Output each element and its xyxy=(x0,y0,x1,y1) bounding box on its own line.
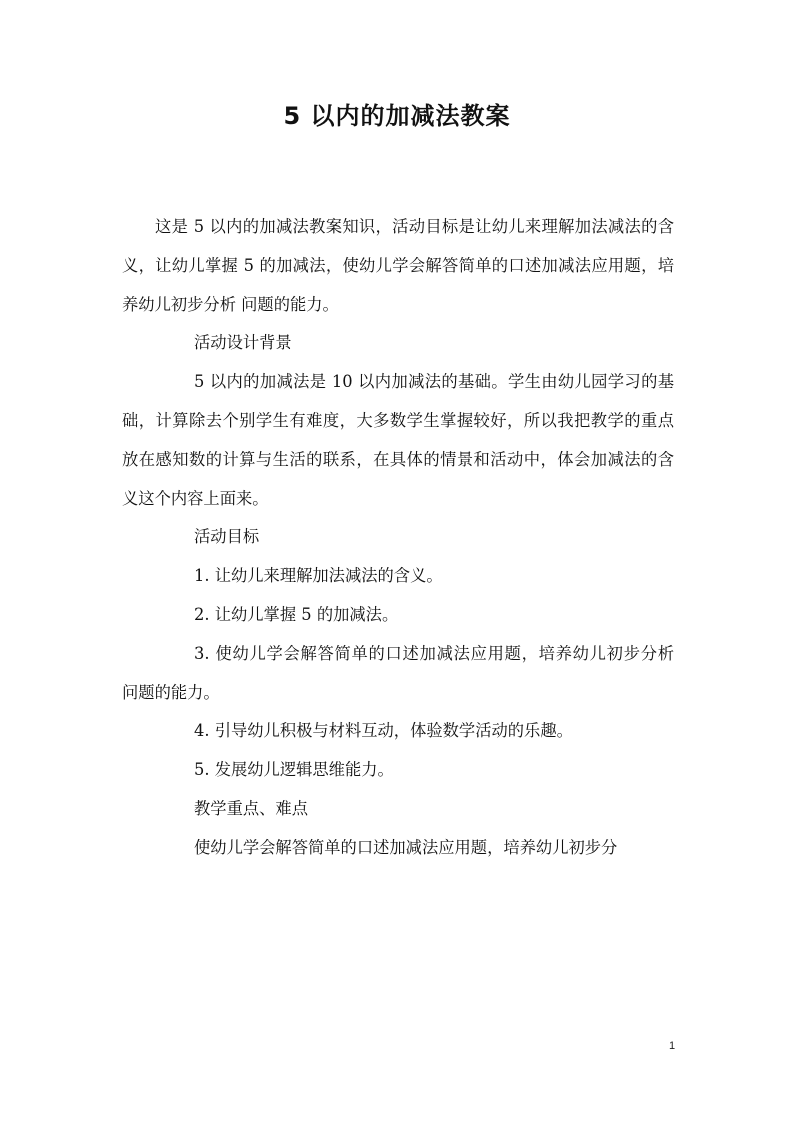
key-points-paragraph: 使幼儿学会解答简单的口述加减法应用题，培养幼儿初步分 xyxy=(194,837,618,857)
goal-item-4: 4. 引导幼儿积极与材料互动，体验数学活动的乐趣。 xyxy=(194,721,573,741)
goal-item-2: 2. 让幼儿掌握 5 的加减法。 xyxy=(194,604,399,624)
background-paragraph: 5 以内的加减法是 10 以内加减法的基础。学生由幼儿园学习的基础，计算除去个别学生有难度，大多数学生掌握较好，所以我把教学的重点放在感知数的计算与生活的联系，在具体的情景和活动中，体会加减法的含义这个内容上面来。 xyxy=(122,372,674,508)
section-heading-background: 活动设计背景 xyxy=(194,333,292,353)
document-title: 5 以内的加减法教案 xyxy=(283,102,511,130)
section-heading-key-points: 教学重点、难点 xyxy=(194,798,308,818)
document-body xyxy=(122,208,674,868)
section-heading-goals: 活动目标 xyxy=(194,527,260,547)
goal-item-5: 5. 发展幼儿逻辑思维能力。 xyxy=(194,760,394,780)
intro-paragraph: 这是 5 以内的加减法教案知识，活动目标是让幼儿来理解加法减法的含义，让幼儿掌握 5 的加减法，使幼儿学会解答简单的口述加减法应用题，培养幼儿初步分析 问题的能力。 xyxy=(122,217,674,314)
page-number: 1 xyxy=(668,1040,676,1052)
goal-item-3: 3. 使幼儿学会解答简单的口述加减法应用题，培养幼儿初步分析 问题的能力。 xyxy=(122,643,674,702)
goal-item-1: 1. 让幼儿来理解加法减法的含义。 xyxy=(194,566,443,586)
